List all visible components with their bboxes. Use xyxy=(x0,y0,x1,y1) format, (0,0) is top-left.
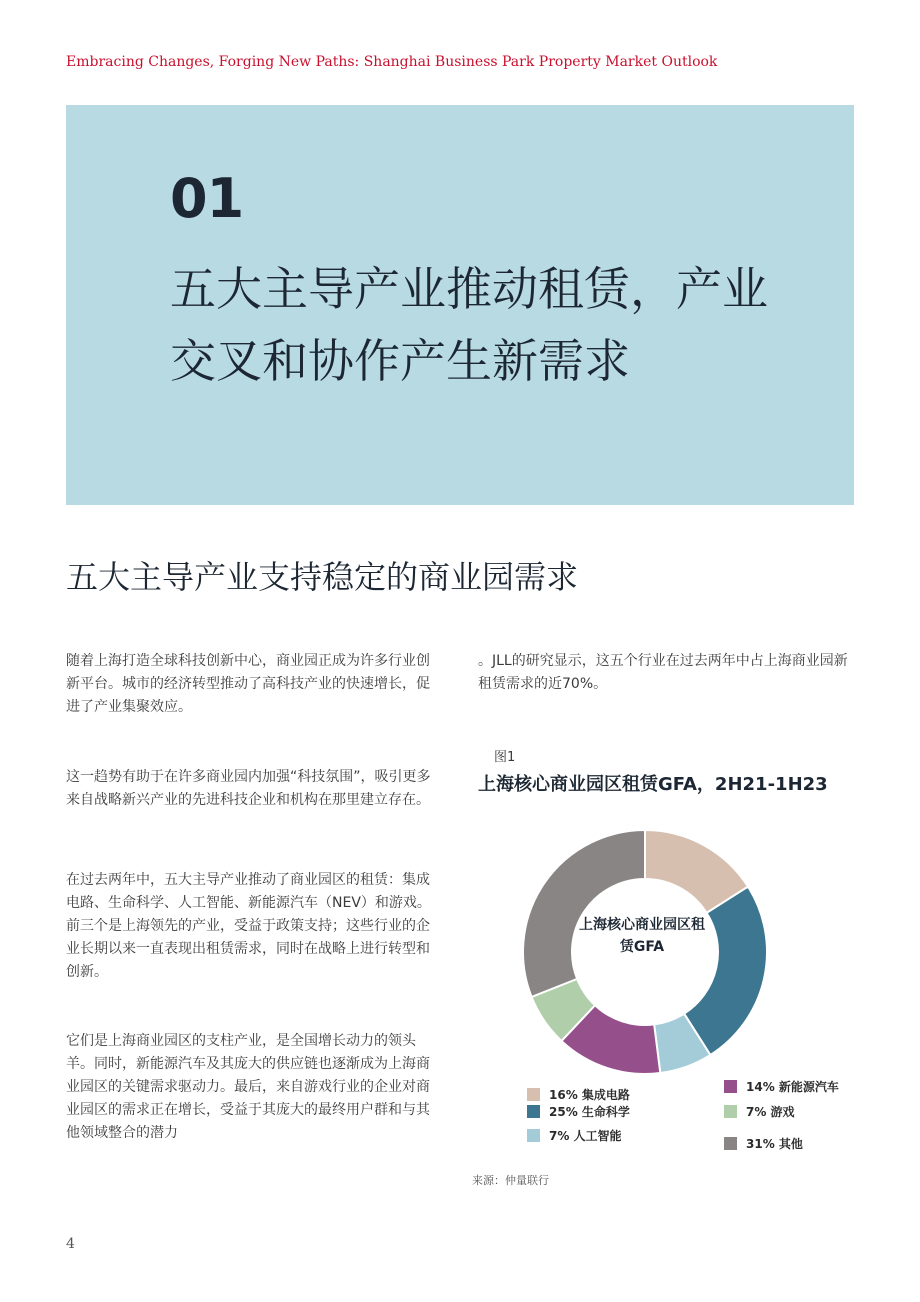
figure-label: 图1 xyxy=(494,750,516,765)
body-paragraph-5: 。JLL的研究显示，这五个行业在过去两年中占上海商业园新租赁需求的近70%。 xyxy=(478,653,848,692)
body-paragraph-2: 这一趋势有助于在许多商业园内加强“科技氛围”，吸引更多来自战略新兴产业的先进科技企业和机构在那里建立存在。 xyxy=(66,769,431,808)
running-header: Embracing Changes, Forging New Paths: Shanghai Business Park Property Market Outlook xyxy=(66,54,718,70)
legend-swatch xyxy=(724,1080,737,1093)
donut-center-label: 上海核心商业园区租赁GFA xyxy=(579,917,705,955)
donut-slice-2 xyxy=(684,887,767,1055)
page-number: 4 xyxy=(66,1236,75,1252)
legend-label: 14% 新能源汽车 xyxy=(746,1080,839,1094)
legend-label: 7% 游戏 xyxy=(746,1105,795,1119)
body-paragraph-4: 它们是上海商业园区的支柱产业，是全国增长动力的领头羊。同时，新能源汽车及其庞大的供应链也逐渐成为上海商业园区的关键需求驱动力。最后，来自游戏行业的企业对商业园区的需求正在增长，受益于其庞大的最终用户群和与其他领域整合的潜力 xyxy=(66,1033,430,1141)
legend-label: 25% 生命科学 xyxy=(549,1105,630,1119)
section-title: 五大主导产业支持稳定的商业园需求 xyxy=(66,558,579,596)
legend-item xyxy=(527,1086,630,1103)
body-paragraph-1: 随着上海打造全球科技创新中心，商业园正成为许多行业创新平台。城市的经济转型推动了高科技产业的快速增长，促进了产业集聚效应。 xyxy=(66,653,430,715)
legend-swatch xyxy=(527,1105,540,1118)
legend-swatch xyxy=(527,1088,540,1101)
legend-item xyxy=(724,1135,803,1152)
legend-item xyxy=(527,1103,630,1120)
chapter-title: 五大主导产业推动租赁，产业交叉和协作产生新需求 xyxy=(170,262,768,388)
legend-item xyxy=(527,1127,622,1144)
body-paragraph-3: 在过去两年中，五大主导产业推动了商业园区的租赁：集成电路、生命科学、人工智能、新能源汽车（NEV）和游戏。前三个是上海领先的产业，受益于政策支持；这些行业的企业长期以来一直表现出租赁需求，同时在战略上进行转型和创新。 xyxy=(66,872,431,980)
legend-swatch xyxy=(724,1105,737,1118)
legend-item xyxy=(724,1078,839,1095)
legend-item xyxy=(724,1103,795,1120)
legend-label: 7% 人工智能 xyxy=(549,1129,622,1143)
chart-title: 上海核心商业园区租赁GFA，2H21-1H23 xyxy=(478,774,828,795)
chapter-hero xyxy=(66,105,854,505)
legend-label: 16% 集成电路 xyxy=(549,1088,630,1102)
chapter-number: 01 xyxy=(170,167,244,230)
figure-source: 来源：仲量联行 xyxy=(472,1174,549,1187)
legend-label: 31% 其他 xyxy=(746,1137,803,1151)
legend-swatch xyxy=(724,1137,737,1150)
legend-swatch xyxy=(527,1129,540,1142)
